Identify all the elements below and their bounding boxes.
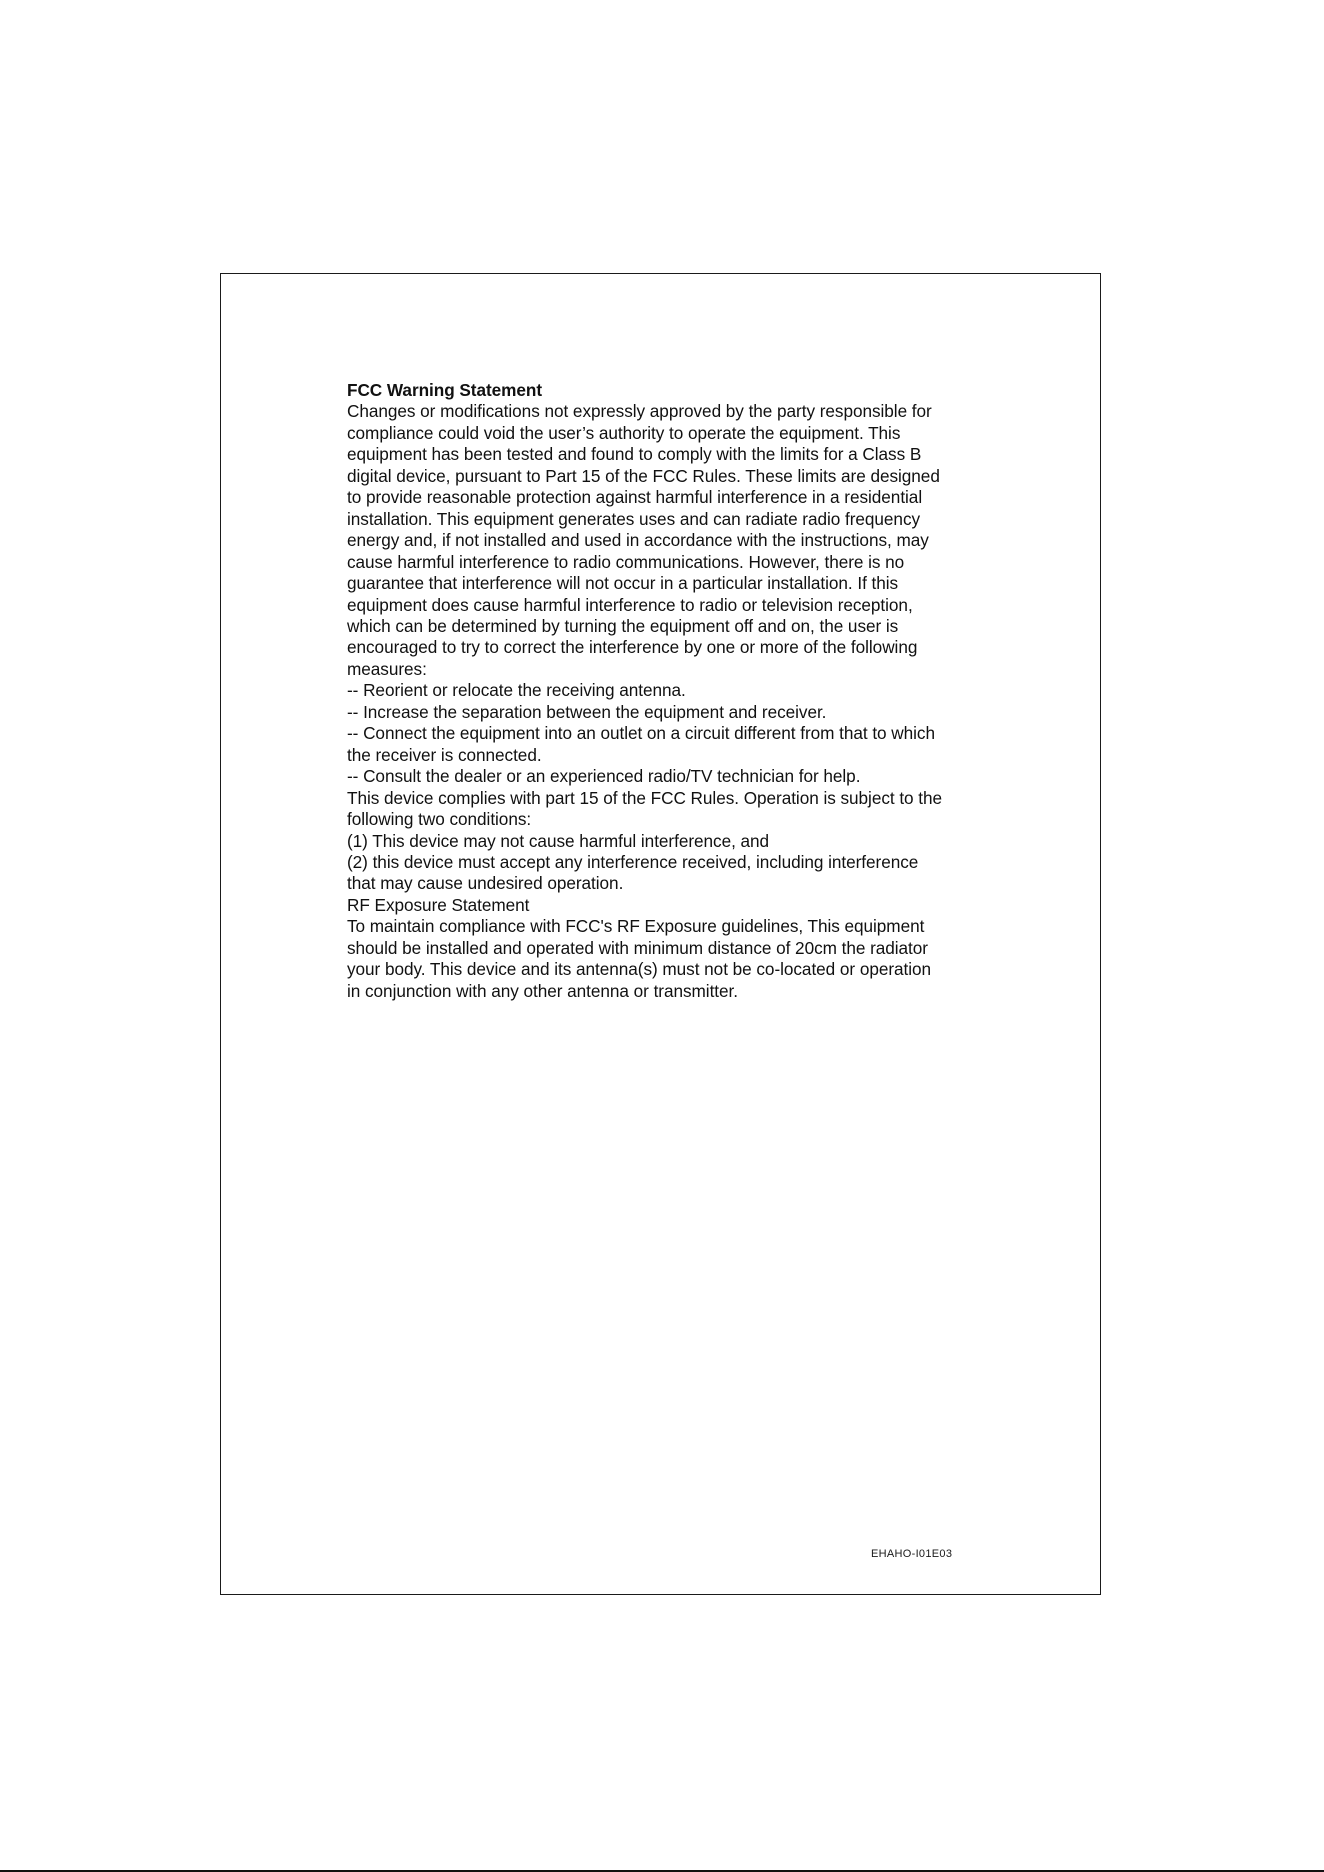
body-line: measures: [347,658,427,679]
condition-item: (2) this device must accept any interference received, including interference [347,851,919,872]
body-line: To maintain compliance with FCC's RF Exposure guidelines, This equipment [347,916,925,937]
statement-title: FCC Warning Statement [347,380,543,400]
body-line: equipment has been tested and found to comply with the limits for a Class B [347,444,922,465]
fcc-statement-block [347,380,987,1002]
measure-item: the receiver is connected. [347,744,542,765]
document-code: EHAHO-I01E03 [871,1548,953,1560]
body-line: energy and, if not installed and used in accordance with the instructions, may [347,530,929,551]
body-line: guarantee that interference will not occur in a particular installation. If this [347,573,899,594]
body-line: cause harmful interference to radio communications. However, there is no [347,551,905,572]
body-line: installation. This equipment generates uses and can radiate radio frequency [347,508,921,529]
body-line: encouraged to try to correct the interference by one or more of the following [347,637,918,658]
condition-item: that may cause undesired operation. [347,873,624,894]
body-line: digital device, pursuant to Part 15 of the FCC Rules. These limits are designed [347,465,940,486]
body-line: This device complies with part 15 of the FCC Rules. Operation is subject to the [347,787,943,808]
body-line: which can be determined by turning the equipment off and on, the user is [347,615,899,636]
measure-item: -- Increase the separation between the equipment and receiver. [347,701,827,722]
body-line: to provide reasonable protection against harmful interference in a residential [347,487,923,508]
body-line: following two conditions: [347,809,532,830]
measure-item: -- Reorient or relocate the receiving antenna. [347,680,686,701]
body-line: in conjunction with any other antenna or transmitter. [347,980,738,1001]
measure-item: -- Connect the equipment into an outlet on a circuit different from that to which [347,723,935,744]
measure-item: -- Consult the dealer or an experienced radio/TV technician for help. [347,766,861,787]
body-line: Changes or modifications not expressly approved by the party responsible for [347,401,932,422]
condition-item: (1) This device may not cause harmful interference, and [347,830,770,851]
body-line: should be installed and operated with minimum distance of 20cm the radiator [347,937,928,958]
body-line: your body. This device and its antenna(s) must not be co-located or operation [347,959,932,980]
rf-exposure-heading: RF Exposure Statement [347,894,530,915]
body-line: compliance could void the user’s authority to operate the equipment. This [347,422,901,443]
body-line: equipment does cause harmful interference to radio or television reception, [347,594,913,615]
